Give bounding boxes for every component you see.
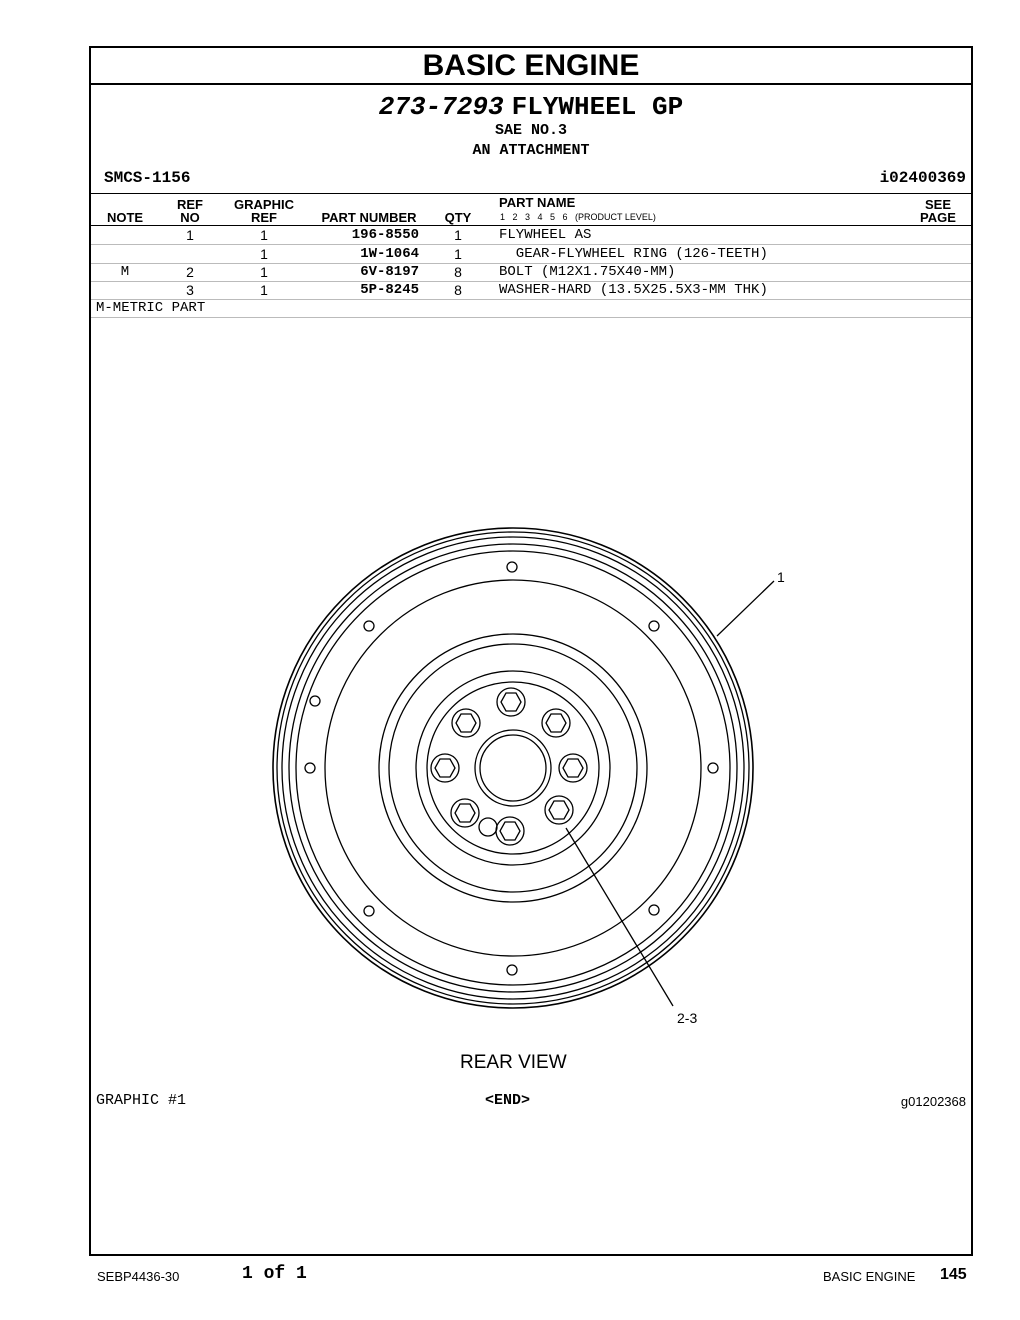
footer-document-number: SEBP4436-30 — [97, 1269, 180, 1284]
row-qty: 8 — [454, 264, 462, 280]
row-part-name: WASHER-HARD (13.5X25.5X3-MM THK) — [499, 282, 768, 298]
bolt-head — [497, 688, 525, 716]
row-part-name: BOLT (M12X1.75X40-MM) — [499, 264, 676, 280]
bolt-head — [452, 709, 480, 737]
footer-section-title: BASIC ENGINE — [823, 1269, 916, 1284]
row-part-number: 1W-1064 — [360, 246, 419, 262]
document-identifier: i02400369 — [879, 169, 966, 187]
row-graphic-ref: 1 — [260, 246, 268, 262]
header-part-number: PART NUMBER — [321, 210, 417, 225]
graphic-number: GRAPHIC #1 — [96, 1092, 187, 1109]
row-part-number: 6V-8197 — [360, 264, 419, 280]
bolt-head — [431, 754, 459, 782]
row-ref-no: 1 — [186, 227, 194, 243]
header-graphic-ref-line1: GRAPHIC — [234, 197, 294, 212]
header-ref-no-line2: NO — [180, 210, 200, 225]
bolt-head — [545, 796, 573, 824]
bolt-head — [451, 799, 479, 827]
graphic-id: g01202368 — [900, 1094, 966, 1109]
group-subtitle-2: AN ATTACHMENT — [472, 142, 590, 159]
row-part-number: 5P-8245 — [360, 282, 419, 298]
end-marker: <END> — [485, 1092, 531, 1109]
dowel-pin — [479, 818, 497, 836]
row-qty: 1 — [454, 227, 462, 243]
header-see-page-line2: PAGE — [920, 210, 956, 225]
footer-page-count: 1 of 1 — [242, 1264, 307, 1284]
view-label: REAR VIEW — [460, 1052, 567, 1073]
notes-legend: M-METRIC PART — [96, 300, 206, 316]
bolt-head — [496, 817, 524, 845]
mounting-bolts — [431, 688, 587, 845]
leader-line-1 — [717, 581, 774, 636]
footer-page-number: 145 — [940, 1266, 967, 1283]
bolt-head — [542, 709, 570, 737]
section-title: BASIC ENGINE — [91, 48, 971, 85]
header-see-page-line1: SEE — [924, 197, 951, 212]
row-part-name: FLYWHEEL AS — [499, 227, 592, 243]
group-number: 273-7293 — [378, 92, 504, 122]
bolt-circle-holes — [305, 562, 718, 975]
row-ref-no: 3 — [186, 282, 194, 298]
row-graphic-ref: 1 — [260, 227, 268, 243]
flywheel-outline — [273, 528, 753, 1008]
callout-2-3: 2-3 — [677, 1010, 698, 1026]
header-product-level: 1 2 3 4 5 6 (PRODUCT LEVEL) — [500, 212, 656, 222]
header-ref-no-line1: REF — [177, 197, 203, 212]
page-frame — [89, 46, 973, 1256]
row-graphic-ref: 1 — [260, 264, 268, 280]
header-graphic-ref-line2: REF — [251, 210, 277, 225]
callout-1: 1 — [777, 569, 785, 585]
header-part-name: PART NAME — [499, 195, 576, 210]
row-qty: 1 — [454, 246, 462, 262]
header-note: NOTE — [106, 210, 144, 225]
row-ref-no: 2 — [186, 264, 194, 280]
row-note: M — [120, 264, 130, 280]
group-subtitle-1: SAE NO.3 — [494, 122, 567, 139]
row-qty: 8 — [454, 282, 462, 298]
row-part-name: GEAR-FLYWHEEL RING (126-TEETH) — [499, 246, 768, 262]
group-name: FLYWHEEL GP — [511, 92, 684, 122]
smcs-code: SMCS-1156 — [104, 169, 191, 187]
header-qty: QTY — [444, 210, 472, 225]
bolt-head — [559, 754, 587, 782]
row-graphic-ref: 1 — [260, 282, 268, 298]
row-part-number: 196-8550 — [351, 227, 419, 243]
